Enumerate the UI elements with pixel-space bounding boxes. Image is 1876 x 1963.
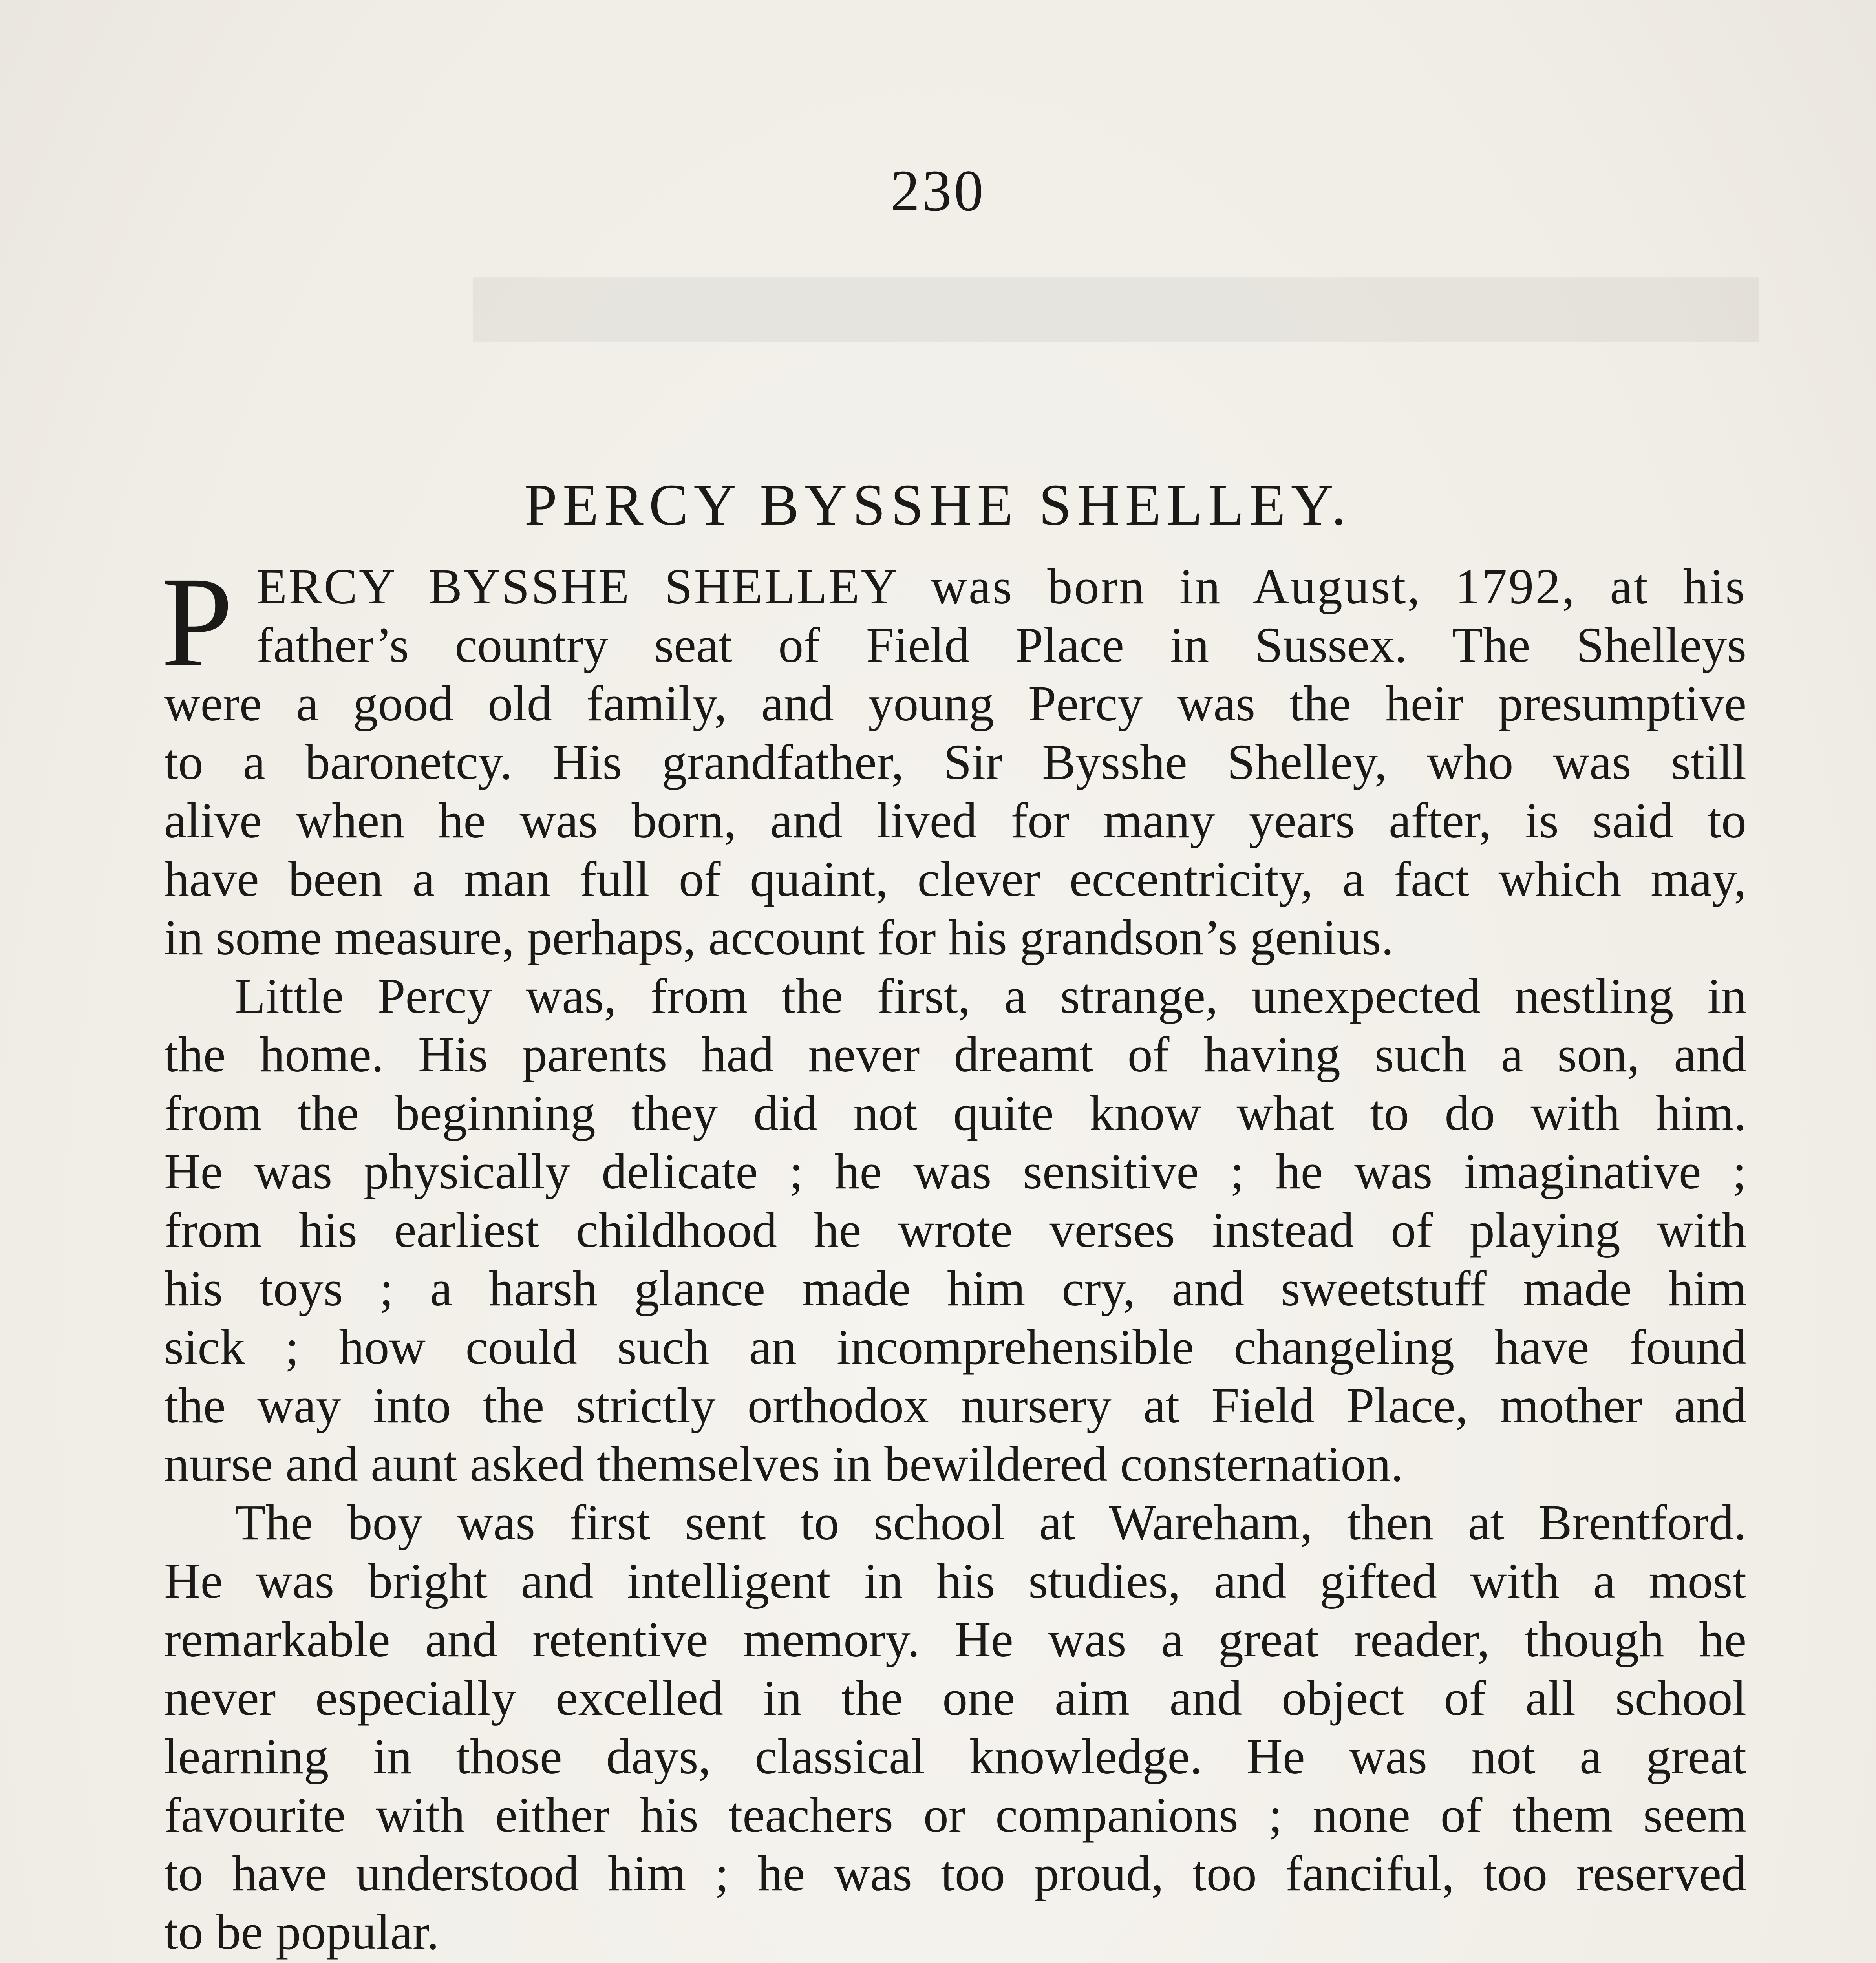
text-line: He was bright and intelligent in his studies, and gifted with a most xyxy=(164,1553,1746,1609)
text-line: from the beginning they did not quite know what to do with him. xyxy=(164,1085,1746,1141)
text-line xyxy=(164,1961,1746,1963)
text-line: the way into the strictly orthodox nursery at Field Place, mother and xyxy=(164,1378,1746,1433)
text-line: to be popular. xyxy=(164,1904,439,1960)
text-line: He was physically delicate ; he was sensitive ; he was imaginative ; xyxy=(164,1144,1746,1199)
text-line: ERCY BYSSHE SHELLEY was born in August, 1792, at his xyxy=(256,559,1746,614)
text-line: favourite with either his teachers or companions ; none of them seem xyxy=(164,1787,1746,1843)
text-line: never especially excelled in the one aim and object of all school xyxy=(164,1670,1746,1726)
text-line: alive when he was born, and lived for many years after, is said to xyxy=(164,793,1746,848)
text-line: to a baronetcy. His grandfather, Sir Bysshe Shelley, who was still xyxy=(164,734,1746,790)
text-line: Little Percy was, from the first, a strange, unexpected nestling in xyxy=(235,968,1746,1024)
bleed-through-texture: ██████████████████████████████████ xyxy=(472,279,1759,338)
text-line: his toys ; a harsh glance made him cry, and sweetstuff made him xyxy=(164,1261,1746,1316)
drop-cap: P xyxy=(161,550,233,694)
text-line: remarkable and retentive memory. He was a great reader, though he xyxy=(164,1612,1746,1667)
body-text xyxy=(161,550,1746,1963)
text-line: to have understood him ; he was too proud, too fanciful, too reserved xyxy=(164,1846,1746,1901)
text-line: from his earliest childhood he wrote verses instead of playing with xyxy=(164,1202,1746,1258)
chapter-title: PERCY BYSSHE SHELLEY. xyxy=(524,472,1352,537)
text-line: were a good old family, and young Percy was the heir presumptive xyxy=(164,676,1746,731)
text-line: father’s country seat of Field Place in Sussex. The Shelleys xyxy=(256,617,1746,673)
text-line: sick ; how could such an incomprehensible changeling have found xyxy=(164,1319,1746,1375)
text-line: in some measure, perhaps, account for his grandson’s genius. xyxy=(164,910,1394,965)
text-line: have been a man full of quaint, clever eccentricity, a fact which may, xyxy=(164,851,1746,907)
text-line: the home. His parents had never dreamt of having such a son, and xyxy=(164,1027,1746,1082)
text-line: nurse and aunt asked themselves in bewildered consternation. xyxy=(164,1436,1404,1492)
text-line: learning in those days, classical knowledge. He was not a great xyxy=(164,1729,1746,1784)
text-line: The boy was first sent to school at Wareham, then at Brentford. xyxy=(235,1495,1746,1550)
page-number: 230 xyxy=(890,158,986,223)
